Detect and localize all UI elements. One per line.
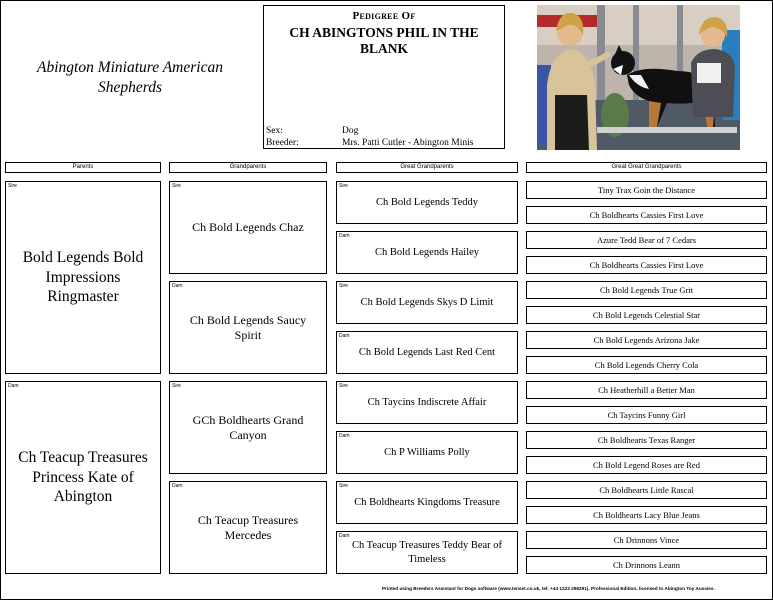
sire-tag: Sire [339, 283, 348, 289]
great-great-grandparent-name: Ch Bold Legends Cherry Cola [594, 360, 699, 370]
great-grandparent-name: Ch Teacup Treasures Teddy Bear of Timeless [351, 539, 503, 565]
grandparent-box[interactable] [169, 281, 327, 374]
great-great-grandparent-name: Ch Boldhearts Cassies First Love [589, 210, 704, 220]
parent-sire[interactable] [5, 181, 161, 374]
great-great-grandparent-name: Ch Drinnons Leann [612, 560, 681, 570]
great-great-grandparent-box[interactable] [526, 406, 767, 424]
great-great-grandparent-box[interactable] [526, 331, 767, 349]
great-great-grandparent-box[interactable] [526, 381, 767, 399]
great-grandparent-name: Ch P Williams Polly [384, 446, 470, 458]
grandparent-box[interactable] [169, 181, 327, 274]
dam-tag: Dam [339, 533, 350, 539]
great-great-grandparent-box[interactable] [526, 556, 767, 574]
great-grandparent-name: Ch Boldhearts Kingdoms Treasure [354, 496, 500, 508]
column-header-parents: Parents [5, 162, 161, 173]
dam-tag: Dam [339, 333, 350, 339]
great-great-grandparent-name: Azure Tedd Bear of 7 Cedars [596, 235, 697, 245]
dam-tag: Dam [339, 233, 350, 239]
grandparent-box[interactable] [169, 381, 327, 474]
great-great-grandparent-name: Tiny Trax Goin the Distance [598, 185, 695, 195]
dam-tag: Dam [8, 383, 19, 389]
sire-tag: Sire [8, 183, 17, 189]
great-great-grandparent-name: Ch Boldhearts Cassies First Love [589, 260, 704, 270]
great-grandparent-name: Ch Taycins Indiscrete Affair [367, 396, 487, 408]
dam-tag: Dam [172, 283, 183, 289]
dam-tag: Dam [339, 433, 350, 439]
great-great-grandparent-name: Ch Bold Legends Celestial Star [592, 310, 701, 320]
sire-tag: Sire [172, 183, 181, 189]
great-grandparent-box[interactable] [336, 381, 518, 424]
breeder-row [266, 138, 473, 148]
great-great-grandparent-name: Ch Bold Legends Arizona Jake [593, 335, 700, 345]
sire-tag: Sire [339, 383, 348, 389]
great-great-grandparent-box[interactable] [526, 231, 767, 249]
dog-show-photo-illustration [537, 5, 740, 150]
great-great-grandparent-box[interactable] [526, 281, 767, 299]
breeder-label: Breeder: [266, 138, 299, 148]
great-great-grandparent-box[interactable] [526, 506, 767, 524]
great-great-grandparent-box[interactable] [526, 531, 767, 549]
great-great-grandparent-box[interactable] [526, 481, 767, 499]
great-great-grandparent-name: Ch Drinnons Vince [613, 535, 680, 545]
great-great-grandparent-name: Ch Taycins Funny Girl [607, 410, 686, 420]
sire-tag: Sire [339, 183, 348, 189]
sex-value: Dog [342, 126, 359, 136]
great-grandparent-box[interactable] [336, 481, 518, 524]
great-grandparent-box[interactable] [336, 281, 518, 324]
great-grandparent-name: Ch Bold Legends Hailey [374, 246, 480, 258]
grandparent-name: Ch Bold Legends Chaz [192, 220, 304, 234]
great-great-grandparent-box[interactable] [526, 181, 767, 199]
dog-name: CH ABINGTONS PHIL IN THE BLANK [289, 25, 479, 56]
great-grandparent-box[interactable] [336, 531, 518, 574]
great-great-grandparent-box[interactable] [526, 306, 767, 324]
dam-tag: Dam [172, 483, 183, 489]
title-box [263, 5, 505, 149]
great-grandparent-box[interactable] [336, 231, 518, 274]
great-great-grandparent-name: Ch Boldhearts Texas Ranger [597, 435, 696, 445]
great-great-grandparent-box[interactable] [526, 356, 767, 374]
great-great-grandparent-box[interactable] [526, 431, 767, 449]
sire-tag: Sire [339, 483, 348, 489]
sex-row [266, 126, 358, 136]
kennel-name: Abington Miniature American Shepherds [37, 59, 223, 96]
great-grandparent-box[interactable] [336, 331, 518, 374]
dog-show-photo [537, 5, 740, 150]
great-great-grandparent-box[interactable] [526, 256, 767, 274]
parent-name: Ch Teacup Treasures Princess Kate of Abington [18, 449, 148, 506]
column-header-great-grandparents: Great Grandparents [336, 162, 518, 173]
great-great-grandparent-name: Ch Bold Legend Roses are Red [593, 460, 700, 470]
great-grandparent-name: Ch Bold Legends Last Red Cent [358, 346, 496, 358]
great-great-grandparent-box[interactable] [526, 456, 767, 474]
sire-tag: Sire [172, 383, 181, 389]
great-great-grandparent-name: Ch Bold Legends True Grit [599, 285, 694, 295]
column-header-grandparents: Grandparents [169, 162, 327, 173]
great-grandparent-box[interactable] [336, 431, 518, 474]
great-great-grandparent-name: Ch Heatherhill a Better Man [598, 385, 695, 395]
column-header-great-great-grandparents: Great Great Grandparents [526, 162, 767, 173]
grandparent-name: Ch Teacup Treasures Mercedes [197, 512, 299, 542]
great-great-grandparent-name: Ch Boldhearts Lacy Blue Jeans [593, 510, 700, 520]
grandparent-box[interactable] [169, 481, 327, 574]
great-grandparent-name: Ch Bold Legends Teddy [375, 196, 479, 208]
great-great-grandparent-name: Ch Boldhearts Little Rascal [599, 485, 694, 495]
grandparent-name: GCh Boldhearts Grand Canyon [192, 412, 304, 442]
great-grandparent-box[interactable] [336, 181, 518, 224]
great-great-grandparent-box[interactable] [526, 206, 767, 224]
pedigree-of-label: Pedigree Of [352, 10, 416, 22]
parent-dam[interactable] [5, 381, 161, 574]
footer-note: Printed using Breeders Assistant for Dogs software (www.tenset.co.uk, tel: +44 1223 298291). Professional Edition, licensed to Abington Toy Aussies. [382, 586, 715, 591]
breeder-value: Mrs. Patti Cutler - Abington Minis [342, 138, 474, 148]
parent-name: Bold Legends Bold Impressions Ringmaster [22, 249, 144, 306]
great-grandparent-name: Ch Bold Legends Skys D Limit [360, 296, 494, 308]
sex-label: Sex: [266, 126, 283, 136]
grandparent-name: Ch Bold Legends Saucy Spirit [189, 312, 307, 342]
